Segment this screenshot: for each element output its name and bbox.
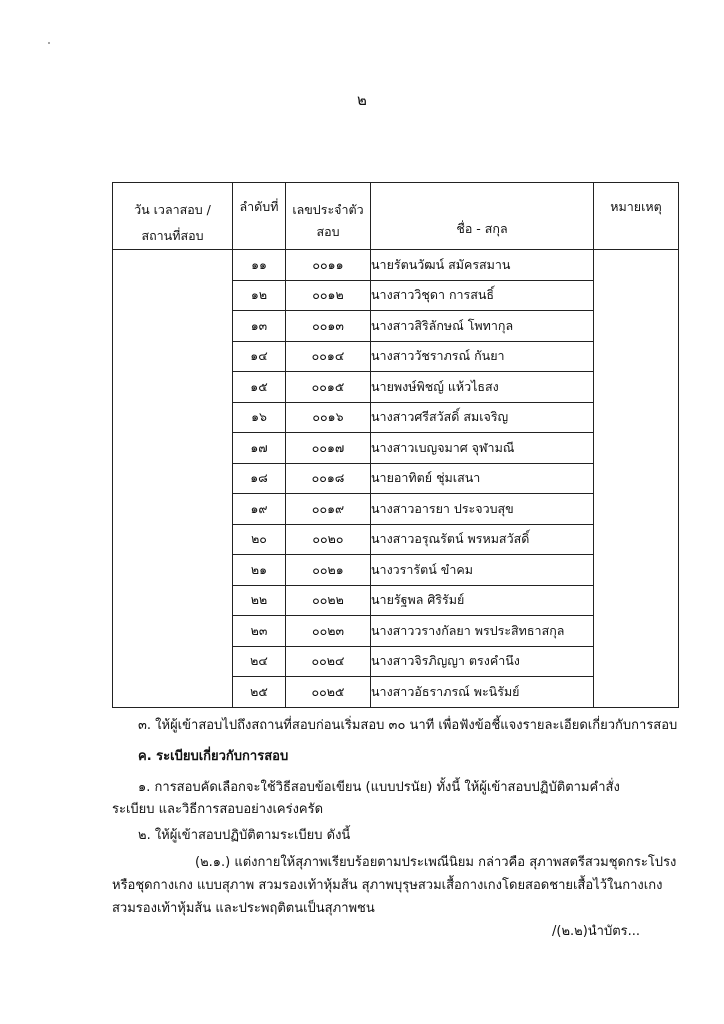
cell-exam-id: ๐๐๑๕	[286, 372, 371, 403]
cell-exam-id: ๐๐๒๒	[286, 585, 371, 616]
cell-seq: ๑๘	[233, 463, 286, 494]
cell-seq: ๑๙	[233, 494, 286, 525]
cell-seq: ๒๔	[233, 646, 286, 677]
roster-body	[113, 250, 679, 708]
cell-seq: ๑๑	[233, 250, 286, 281]
cell-full-name: นางสาวศรีสวัสดิ์ สมเจริญ	[371, 402, 594, 433]
cell-full-name: นางสาวสิริลักษณ์ โพทากุล	[371, 311, 594, 342]
item-3: ๓. ให้ผู้เข้าสอบไปถึงสถานที่สอบก่อนเริ่มสอบ ๓๐ นาที เพื่อฟังข้อชี้แจงรายละเอียดเกี่ยวกับการสอบ	[138, 718, 678, 733]
rule-1-line2: ระเบียบ และวิธีการสอบอย่างเคร่งครัด	[112, 802, 324, 817]
cell-venue	[113, 250, 233, 708]
cell-full-name: นางสาวอารยา ประจวบสุข	[371, 494, 594, 525]
cell-seq: ๑๕	[233, 372, 286, 403]
cell-exam-id: ๐๐๑๗	[286, 433, 371, 464]
rule-2: ๒. ให้ผู้เข้าสอบปฏิบัติตามระเบียบ ดังนี้	[138, 828, 351, 843]
header-venue	[113, 183, 233, 250]
cell-exam-id: ๐๐๒๓	[286, 616, 371, 647]
cell-exam-id: ๐๐๒๑	[286, 555, 371, 586]
cell-exam-id: ๐๐๒๐	[286, 524, 371, 555]
cell-seq: ๒๐	[233, 524, 286, 555]
cell-exam-id: ๐๐๑๔	[286, 341, 371, 372]
rule-1-line1: ๑. การสอบคัดเลือกจะใช้วิธีสอบข้อเขียน (แบบปรนัย) ทั้งนี้ ให้ผู้เข้าสอบปฏิบัติตามคำสั่ง	[138, 780, 620, 795]
cell-exam-id: ๐๐๑๘	[286, 463, 371, 494]
cell-seq: ๑๗	[233, 433, 286, 464]
header-id-line1: เลขประจำตัว	[292, 202, 364, 217]
cell-seq: ๑๓	[233, 311, 286, 342]
continuation-note: /(๒.๒)นำบัตร...	[552, 924, 641, 939]
exam-roster-table	[112, 182, 679, 708]
page-number: ๒	[357, 91, 367, 109]
rule-2-1-line1: (๒.๑.) แต่งกายให้สุภาพเรียบร้อยตามประเพณีนิยม กล่าวคือ สุภาพสตรีสวมชุดกระโปรง	[195, 855, 677, 870]
cell-seq: ๑๒	[233, 280, 286, 311]
cell-exam-id: ๐๐๑๙	[286, 494, 371, 525]
scan-speck	[48, 42, 50, 44]
rule-2-1-line2: หรือชุดกางเกง แบบสุภาพ สวมรองเท้าหุ้มส้น สุภาพบุรุษสวมเสื้อกางเกงโดยสอดชายเสื้อไว้ในกางเกง	[112, 878, 663, 893]
cell-full-name: นางสาววิชุดา การสนธิ์	[371, 280, 594, 311]
rule-2-1-line3: สวมรองเท้าหุ้มส้น และประพฤติตนเป็นสุภาพชน	[112, 901, 375, 916]
cell-seq: ๒๓	[233, 616, 286, 647]
cell-seq: ๑๔	[233, 341, 286, 372]
table-header-row	[113, 183, 679, 250]
cell-exam-id: ๐๐๑๑	[286, 250, 371, 281]
cell-full-name: นางสาววัชราภรณ์ กันยา	[371, 341, 594, 372]
cell-exam-id: ๐๐๒๔	[286, 646, 371, 677]
cell-exam-id: ๐๐๒๕	[286, 677, 371, 708]
header-id-line2: สอบ	[316, 224, 340, 239]
cell-seq: ๒๑	[233, 555, 286, 586]
cell-seq: ๑๖	[233, 402, 286, 433]
cell-full-name: นายพงษ์พิชญ์ แห้วไธสง	[371, 372, 594, 403]
cell-full-name: นายอาทิตย์ ชุ่มเสนา	[371, 463, 594, 494]
cell-full-name: นางสาวเบญจมาศ จุฬามณี	[371, 433, 594, 464]
table-row	[113, 250, 679, 281]
cell-note	[594, 250, 679, 708]
header-name: ชื่อ - สกุล	[371, 183, 594, 250]
cell-seq: ๒๒	[233, 585, 286, 616]
cell-full-name: นางสาวอรุณรัตน์ พรหมสวัสดิ์	[371, 524, 594, 555]
header-seq: ลำดับที่	[233, 183, 286, 250]
header-note: หมายเหตุ	[594, 183, 679, 250]
header-venue-line2: สถานที่สอบ	[141, 228, 204, 243]
cell-seq: ๒๕	[233, 677, 286, 708]
header-venue-line1: วัน เวลาสอบ /	[134, 202, 211, 217]
cell-full-name: นางสาววรางกัลยา พรประสิทธาสกุล	[371, 616, 594, 647]
cell-full-name: นางสาวจิรภิญญา ตรงคำนึง	[371, 646, 594, 677]
cell-exam-id: ๐๐๑๖	[286, 402, 371, 433]
cell-full-name: นายรัฐพล ศิริรัมย์	[371, 585, 594, 616]
cell-full-name: นางวรารัตน์ ขำคม	[371, 555, 594, 586]
cell-full-name: นายรัตนวัฒน์ สมัครสมาน	[371, 250, 594, 281]
cell-full-name: นางสาวอัธราภรณ์ พะนิรัมย์	[371, 677, 594, 708]
header-exam-id	[286, 183, 371, 250]
cell-exam-id: ๐๐๑๓	[286, 311, 371, 342]
cell-exam-id: ๐๐๑๒	[286, 280, 371, 311]
section-c-heading: ค. ระเบียบเกี่ยวกับการสอบ	[138, 749, 289, 764]
